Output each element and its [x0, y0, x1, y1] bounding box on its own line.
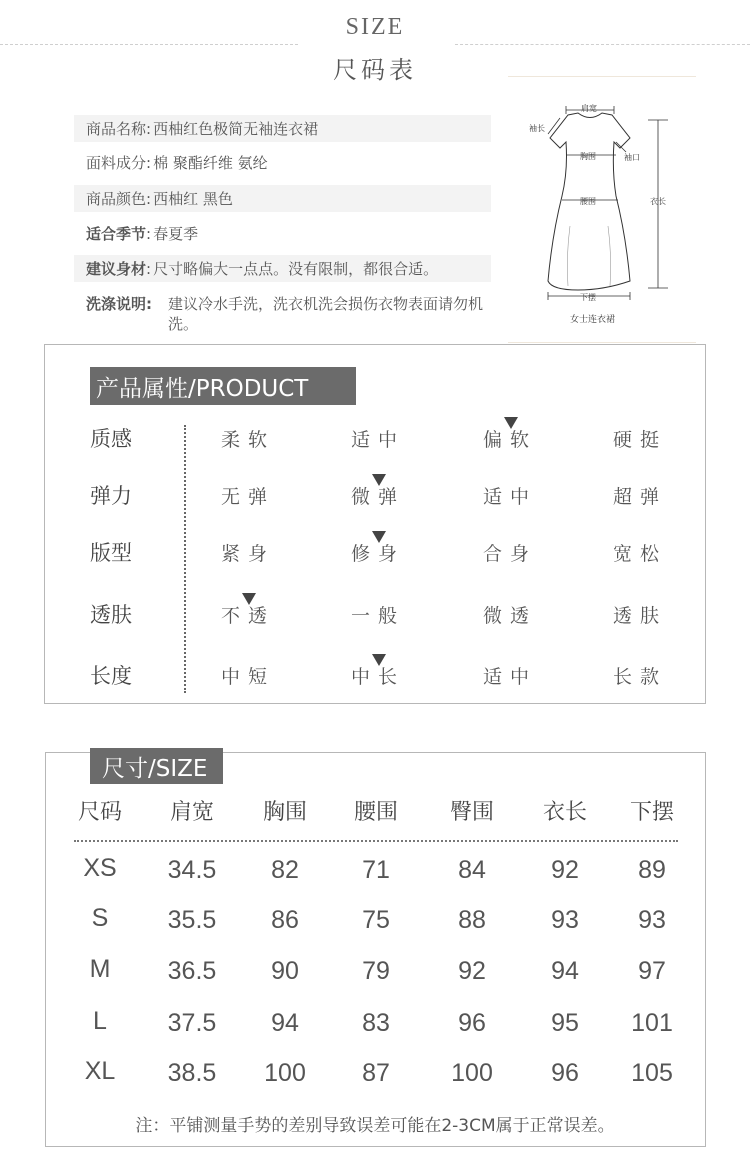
size-cell: 96 [458, 1009, 486, 1037]
size-cell: 75 [362, 906, 390, 934]
attr-option: 中短 [220, 666, 275, 688]
label-cuff: 袖口 [624, 153, 640, 162]
size-header-cell: 衣长 [542, 800, 587, 825]
size-cell: 95 [551, 1009, 579, 1037]
attr-option: 透肤 [612, 605, 667, 627]
size-cell: 83 [362, 1009, 390, 1037]
info-label: 建议身材 [86, 260, 147, 278]
info-sep: : [146, 153, 152, 172]
size-cell: 34.5 [167, 856, 217, 884]
attr-name: 质感 [90, 427, 132, 451]
info-value: 西柚红色极简无袖连衣裙 [153, 120, 319, 138]
attr-option: 柔软 [220, 429, 275, 451]
size-cell: 38.5 [167, 1059, 217, 1087]
size-header-cell: 尺码 [77, 800, 122, 825]
size-title-en: SIZE [345, 14, 405, 40]
size-cell: 105 [631, 1059, 673, 1087]
diagram-caption: 女士连衣裙 [570, 315, 616, 325]
size-cell: 89 [638, 856, 666, 884]
dress-outline-icon [508, 76, 698, 344]
label-shoulder: 肩宽 [581, 104, 597, 113]
selected-marker-icon [372, 654, 386, 666]
size-cell: 87 [362, 1059, 390, 1087]
info-label: 适合季节 [86, 225, 147, 243]
info-row-fabric [74, 149, 491, 176]
size-cell: 93 [551, 906, 579, 934]
attr-option: 合身 [482, 543, 537, 565]
size-header-divider [74, 840, 678, 842]
attr-option: 不透 [220, 605, 275, 627]
size-cell: 88 [458, 906, 486, 934]
size-cell: XS [83, 854, 117, 882]
info-label: 洗涤说明: [86, 295, 153, 313]
size-header-cell: 腰围 [353, 800, 398, 825]
size-cell: 94 [271, 1009, 299, 1037]
attr-divider [184, 425, 186, 693]
label-length: 衣长 [650, 197, 666, 206]
attr-option: 硬挺 [612, 429, 667, 451]
selected-marker-icon [372, 474, 386, 486]
measure-note: 注：平铺测量手势的差别导致误差可能在2-3CM属于正常误差。 [135, 1116, 615, 1136]
info-sep: : [146, 189, 152, 208]
info-value: 尺寸略偏大一点点。没有限制，都很合适。 [153, 260, 439, 278]
attr-option: 中长 [350, 666, 405, 688]
info-value: 建议冷水手洗，洗衣机洗会损伤衣物表面请勿机洗。 [168, 295, 484, 333]
dress-diagram [508, 76, 698, 344]
size-cell: 93 [638, 906, 666, 934]
size-cell: 71 [362, 856, 390, 884]
size-cell: 92 [551, 856, 579, 884]
info-row-body [74, 255, 491, 282]
size-header-cell: 下摆 [629, 800, 674, 825]
attr-option: 适中 [350, 429, 405, 451]
info-row-color [74, 185, 491, 212]
size-cell: 35.5 [167, 906, 217, 934]
label-chest: 胸围 [580, 152, 596, 161]
size-title-cn: 尺码表 [333, 56, 417, 84]
info-value: 春夏季 [153, 225, 199, 243]
size-cell: 92 [458, 957, 486, 985]
label-hem: 下摆 [580, 293, 596, 302]
label-sleeve: 袖长 [529, 124, 545, 133]
size-cell: S [91, 904, 109, 932]
selected-marker-icon [372, 531, 386, 543]
attr-name: 长度 [90, 664, 132, 688]
attr-option: 紧身 [220, 543, 275, 565]
attr-option: 微透 [482, 605, 537, 627]
info-row-season [74, 220, 491, 247]
size-header-cell: 胸围 [262, 800, 307, 825]
info-label: 面料成分 [86, 154, 147, 172]
header-right-rule [455, 44, 750, 45]
attr-option: 适中 [482, 486, 537, 508]
attr-option: 偏软 [482, 429, 537, 451]
size-cell: 94 [551, 957, 579, 985]
attr-option: 微弹 [350, 486, 405, 508]
size-cell: 84 [458, 856, 486, 884]
size-cell: 86 [271, 906, 299, 934]
size-title: 尺寸/SIZE [90, 748, 223, 784]
attr-name: 版型 [90, 541, 132, 565]
selected-marker-icon [242, 593, 256, 605]
size-cell: M [89, 955, 111, 983]
size-cell: XL [84, 1057, 116, 1085]
size-cell: 96 [551, 1059, 579, 1087]
info-value: 棉 聚酯纤维 氨纶 [153, 154, 268, 172]
info-label: 商品颜色 [86, 190, 147, 208]
attr-option: 无弹 [220, 486, 275, 508]
size-cell: 100 [264, 1059, 306, 1087]
info-value: 西柚红 黑色 [153, 190, 233, 208]
size-cell: 101 [631, 1009, 673, 1037]
info-label: 商品名称 [86, 120, 147, 138]
size-cell: 82 [271, 856, 299, 884]
size-cell: L [93, 1007, 107, 1035]
size-cell: 79 [362, 957, 390, 985]
attr-option: 长款 [612, 666, 667, 688]
attr-name: 弹力 [90, 484, 132, 508]
info-sep: : [146, 259, 152, 278]
size-cell: 100 [451, 1059, 493, 1087]
size-cell: 97 [638, 957, 666, 985]
size-cell: 37.5 [167, 1009, 217, 1037]
attr-option: 超弹 [612, 486, 667, 508]
attr-option: 一般 [350, 605, 405, 627]
info-row-name [74, 115, 491, 142]
attr-option: 宽松 [612, 543, 667, 565]
attr-option: 适中 [482, 666, 537, 688]
size-header-cell: 臀围 [449, 800, 494, 825]
size-cell: 36.5 [167, 957, 217, 985]
header-left-rule [0, 44, 298, 45]
attr-option: 修身 [350, 543, 405, 565]
product-title: 产品属性/PRODUCT [90, 367, 356, 405]
info-sep: : [146, 119, 152, 138]
label-waist: 腰围 [580, 197, 596, 206]
size-cell: 90 [271, 957, 299, 985]
selected-marker-icon [504, 417, 518, 429]
size-header-cell: 肩宽 [169, 800, 214, 825]
info-sep: : [146, 224, 152, 243]
attr-name: 透肤 [90, 603, 132, 627]
